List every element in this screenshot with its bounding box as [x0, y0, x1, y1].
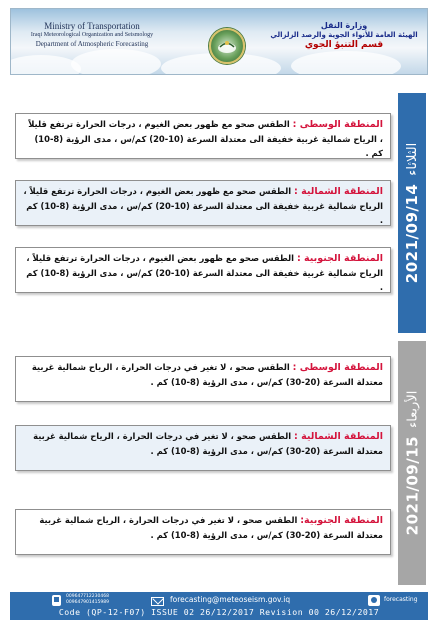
day2-weekday: الأربعاء	[404, 390, 420, 428]
forecast-box-northern-day2	[15, 425, 391, 471]
region-label: المنطقة الوسطى :	[292, 362, 383, 373]
department-name-ar: قسم التنبؤ الجوي	[304, 40, 384, 50]
ministry-name-en: Ministry of Transportation	[44, 21, 140, 31]
facebook-link[interactable]: forecasting	[384, 596, 418, 603]
day1-date-sidebar	[398, 93, 426, 333]
forecast-text: الطقس صحو ، لا تغير في درجات الحرارة ، الرياح شمالية غربية معتدلة السرعة (20-30) كم/س ، مدى الرؤية (8-10) كم .	[39, 515, 383, 540]
logo-emblem-icon	[217, 38, 237, 54]
forecast-box-southern-day2	[15, 509, 391, 555]
header-arabic	[269, 21, 419, 50]
forecast-box-central-day2	[15, 356, 391, 402]
footer-bar	[10, 592, 428, 620]
forecast-box-southern-day1	[15, 247, 391, 293]
region-label: المنطقة الشمالية :	[294, 431, 383, 442]
day2-date: 2021/09/15	[403, 435, 422, 536]
ministry-name-ar: وزارة النقل	[320, 21, 368, 30]
forecast-text: الطقس صحو مع ظهور بعض الغيوم ، درجات الحرارة ترتفع قليلاً ، الرياح شمالية غربية خفيفة الى معتدلة السرعة (10-20) كم/س ، مدى الرؤية (8-10) كم .	[28, 119, 383, 158]
cloud-decoration	[10, 55, 81, 75]
department-name-en: Department of Atmospheric Forecasting	[35, 40, 149, 48]
header-banner	[10, 8, 428, 75]
forecast-text: الطقس صحو ، لا تغير في درجات الحرارة ، الرياح شمالية غربية معتدلة السرعة (20-30) كم/س ، مدى الرؤية (8-10) كم .	[31, 362, 383, 387]
organization-logo	[209, 28, 245, 64]
organization-name-ar: الهيئة العامة للأنواء الجوية والرصد الزلزالي	[270, 31, 418, 39]
forecast-box-northern-day1	[15, 180, 391, 226]
cloud-decoration	[71, 49, 161, 75]
email-link[interactable]: forecasting@meteoseism.gov.iq	[170, 595, 291, 604]
phone-numbers	[66, 594, 109, 606]
region-label: المنطقة الجنوبية :	[296, 253, 383, 264]
cloud-decoration	[291, 51, 401, 75]
region-label: المنطقة الشمالية :	[294, 186, 383, 197]
phone-number-2: 009647901415989	[66, 600, 109, 605]
region-label: المنطقة الوسطى :	[292, 119, 383, 130]
forecast-text: الطقس صحو مع ظهور بعض الغيوم ، درجات الحرارة ترتفع قليلاً ، الرياح شمالية غربية خفيفة الى معتدلة السرعة (10-20) كم/س ، مدى الرؤية (8-10) كم .	[23, 186, 383, 225]
forecast-text: الطقس صحو مع ظهور بعض الغيوم ، درجات الحرارة ترتفع قليلاً ، الرياح شمالية غربية خفيفة الى معتدلة السرعة (10-20) كم/س ، مدى الرؤية (8-10) كم .	[26, 253, 383, 292]
forecast-text: الطقس صحو ، لا تغير في درجات الحرارة ، الرياح شمالية غربية معتدلة السرعة (20-30) كم/س ، مدى الرؤية (8-10) كم .	[33, 431, 383, 456]
document-code: Code (QP-12-F07) ISSUE 02 26/12/2017 Revision 00 26/12/2017	[58, 607, 380, 617]
facebook-icon[interactable]	[368, 595, 380, 606]
phone-number-1: 009647712230468	[66, 594, 109, 599]
mail-icon	[151, 597, 164, 606]
day1-weekday: الثلاثاء	[404, 142, 420, 176]
day1-date: 2021/09/14	[403, 183, 421, 284]
organization-name-en: Iraqi Meteorological Organization and Seismology	[30, 32, 154, 38]
region-label: المنطقة الجنوبية:	[300, 515, 383, 526]
phone-icon	[52, 595, 61, 606]
day2-date-sidebar	[398, 341, 426, 585]
header-english	[17, 21, 167, 48]
forecast-box-central-day1	[15, 113, 391, 159]
